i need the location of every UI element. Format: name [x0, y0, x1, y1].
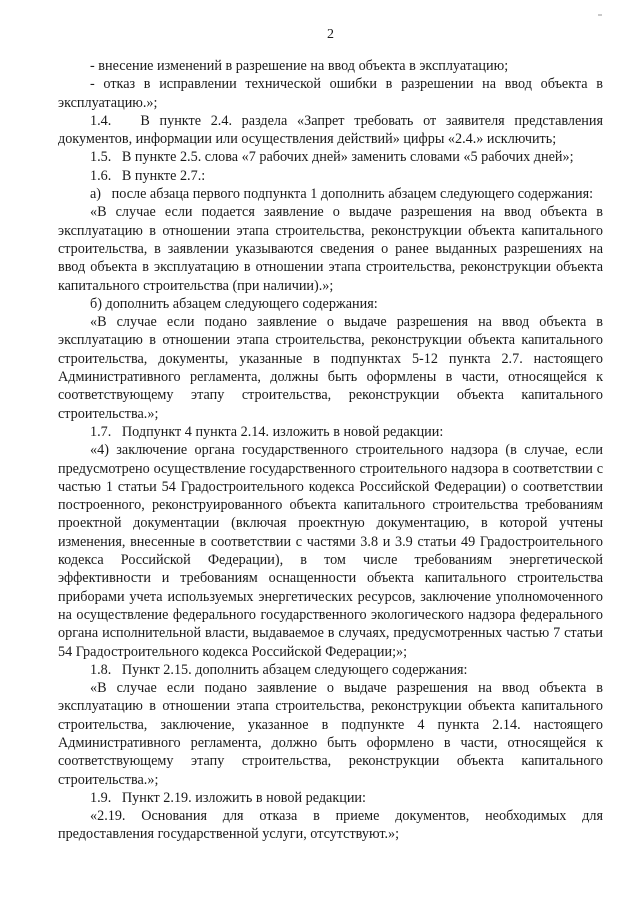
paragraph-bullet-amend: - внесение изменений в разрешение на ввод объекта в эксплуатацию;	[90, 58, 509, 74]
paragraph-item-1-9: 1.9. Пункт 2.19. изложить в новой редакции:	[90, 789, 366, 806]
document-body	[58, 57, 603, 844]
paragraph-subitem-a: а) после абзаца первого подпункта 1 дополнить абзацем следующего содержания:	[90, 186, 594, 203]
scan-mark	[598, 14, 602, 16]
paragraph-bullet-refusal: - отказ в исправлении технической ошибки в разрешении на ввод объекта в эксплуатацию.»;	[58, 76, 603, 111]
paragraph-subitem-b: б) дополнить абзацем следующего содержания:	[90, 295, 378, 312]
paragraph-item-1-5: 1.5. В пункте 2.5. слова «7 рабочих дней» заменить словами «5 рабочих дней»;	[90, 149, 574, 166]
paragraph-quote-2-19: «2.19. Основания для отказа в приеме документов, необходимых для предоставления государственной услуги, отсутствуют.»;	[58, 808, 603, 843]
paragraph-quote-stage-conclusion: «В случае если подано заявление о выдаче разрешения на ввод объекта в эксплуатацию в отношении этапа строительства, реконструкции объекта капитального строительства, заключение, указанное в подпункте 4 пункта 2.14. настоящего Административного регламента, должно быть оформлено в части, относящейся к соответствующему этапу строительства, реконструкции объекта капитального строительства.»;	[58, 680, 603, 788]
page-number: 2	[327, 27, 334, 42]
paragraph-item-1-8: 1.8. Пункт 2.15. дополнить абзацем следующего содержания:	[90, 661, 468, 678]
paragraph-quote-stage-documents: «В случае если подано заявление о выдаче разрешения на ввод объекта в эксплуатацию в отношении этапа строительства, реконструкции объекта капитального строительства, документы, указанные в подпунктах 5-12 пункта 2.7. настоящего Административного регламента, должны быть оформлены в части, относящейся к соответствующему этапу строительства, реконструкции объекта капитального строительства.»;	[58, 314, 603, 422]
paragraph-quote-subitem-4: «4) заключение органа государственного строительного надзора (в случае, если предусмотрено осуществление государственного строительного надзора в соответствии с частью 1 статьи 54 Градостроительного кодекса Российской Федерации) о соответствии построенного, реконструированного объекта капитального строительства требованиям проектной документации (включая проектную документацию, в которой учтены изменения, внесенные в соответствии с частями 3.8 и 3.9 статьи 49 Градостроительного кодекса Российской Федерации), в том числе требованиям энергетической эффективности и требованиям оснащенности объекта капитального строительства приборами учета используемых энергетических ресурсов, заключение уполномоченного на осуществление федерального государственного экологического надзора федерального органа исполнительной власти, выдаваемое в случаях, предусмотренных частью 7 статьи 54 Градостроительного кодекса Российской Федерации;»;	[58, 442, 603, 660]
paragraph-item-1-4: 1.4. В пункте 2.4. раздела «Запрет требовать от заявителя представления документов, информации или осуществления действий» цифры «2.4.» исключить;	[58, 112, 603, 148]
paragraph-item-1-7: 1.7. Подпункт 4 пункта 2.14. изложить в новой редакции:	[90, 423, 444, 440]
paragraph-quote-stage-application: «В случае если подается заявление о выдаче разрешения на ввод объекта в эксплуатацию в отношении этапа строительства, реконструкции объекта капитального строительства, в заявлении указываются сведения о ранее выданных разрешениях на ввод объекта в эксплуатацию в отношении этапа строительства, реконструкции объекта капитального строительства (при наличии).»;	[58, 204, 603, 294]
paragraph-item-1-6: 1.6. В пункте 2.7.:	[90, 167, 206, 184]
